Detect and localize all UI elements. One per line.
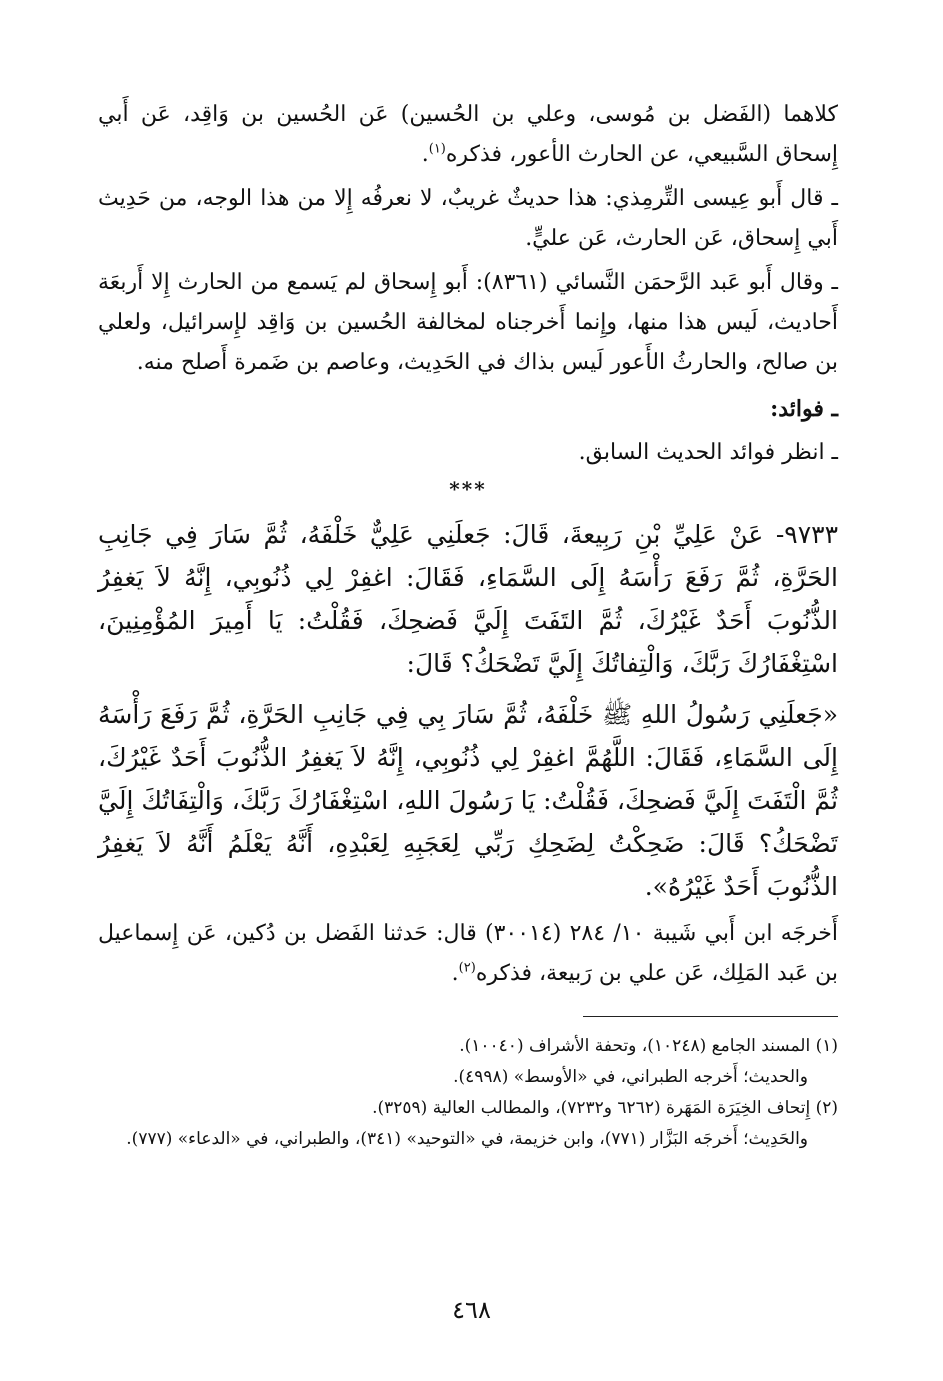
- footnote-1-line-2: والحديث؛ أَخرجه الطبراني، في «الأوسط» (٤٩٩٨).: [453, 1067, 808, 1087]
- footnote-2-line-2: والحَدِيث؛ أَخرجَه البَزَّار (٧٧١)، وابن خزيمة، في «التوحيد» (٣٤١)، والطبراني، في «الدعاء» (٧٧٧).: [126, 1129, 808, 1149]
- hadith-text: [98, 513, 838, 685]
- footnote-ref-2[interactable]: (٢): [458, 960, 476, 976]
- fawaid-text: ـ انظر فوائد الحديث السابق.: [578, 440, 838, 465]
- footnote-2-line-1: (٢) إِتحاف الخِيَرَة المَهَرة (٦٢٦٢ و٧٢٣٢)، والمطالب العالية (٣٢٥٩).: [372, 1098, 838, 1118]
- nasai-comment: ـ وقال أَبو عَبد الرَّحمَن النَّسائي (٨٣٦١): أَبو إِسحاق لم يَسمع من الحارث إِلا أَربعَة أَحاديث، لَيس هذا منها، وإِنما أَخرجناه لمخالفة الحُسين بن وَاقِد لإِسرائيل، ولعلي بن صالح، والحارثُ الأَعور لَيس بذاك في الحَدِيث، وعاصم بن ضَمرة أَصلح منه.: [98, 270, 838, 375]
- page-number: ٤٦٨: [452, 1296, 491, 1324]
- takhrij-text: أَخرجَه ابن أَبي شَيبة ١٠/ ٢٨٤ (٣٠٠١٤) قال: حَدثنا الفَضل بن دُكين، عَن إِسماعيل بن عَبد المَلِك، عَن علي بن رَبيعة، فذكره: [98, 921, 839, 986]
- takhrij-end: .: [451, 961, 459, 986]
- takhrij-paragraph: [98, 914, 838, 994]
- tirmidhi-comment: ـ قال أَبو عِيسى التِّرمِذي: هذا حديثٌ غريبٌ، لا نعرفُه إِلا من هذا الوجه، من حَدِيث أَبي إِسحاق، عَن الحارث، عَن عليٍّ.: [98, 186, 838, 251]
- narration-text: كلاهما (الفَضل بن مُوسى، وعلي بن الحُسين) عَن الحُسين بن وَاقِد، عَن أَبي إِسحاق السَّبيعي، عن الحارث الأعور، فذكره: [98, 102, 838, 167]
- footnote-1-line-1: (١) المسند الجامع (١٠٢٤٨)، وتحفة الأشراف (١٠٠٤٠).: [459, 1036, 838, 1056]
- section-separator: ***: [449, 477, 487, 501]
- narration-end: .: [421, 142, 429, 167]
- footnote-divider: [583, 1016, 838, 1017]
- hadith-number: ٩٧٣٣-: [775, 520, 838, 549]
- narration-paragraph: [98, 95, 838, 175]
- hadith-body: عَنْ عَلِيِّ بْنِ رَبِيعةَ، قَالَ: جَعلَنِي عَلِيٌّ خَلْفَهُ، ثُمَّ سَارَ فِي جَانِبِ الحَرَّةِ، ثُمَّ رَفَعَ رَأْسَهُ إِلَى السَّمَاءِ، فَقَالَ: اغفِرْ لِي ذُنُوبِي، إِنَّهُ لاَ يَغفِرُ الذُّنُوبَ أَحَدٌ غَيْرُكَ، ثُمَّ التَفَتَ إِلَيَّ فَضحِكَ، فَقُلْتُ: يَا أَمِيرَ المُؤْمِنِينَ، اسْتِغْفَارُكَ رَبَّكَ، وَالْتِفاتُكَ إِلَيَّ تَضْحَكُ؟ قَالَ:: [98, 520, 838, 678]
- footnote-ref-1[interactable]: (١): [428, 141, 446, 157]
- hadith-quote: «جَعلَنِي رَسُولُ اللهِ ﷺ خَلْفَهُ، ثُمَّ سَارَ بِي فِي جَانِبِ الحَرَّةِ، ثُمَّ رَفَعَ رَأْسَهُ إِلَى السَّمَاءِ، فَقَالَ: اللَّهُمَّ اغفِرْ لِي ذُنُوبِي، إِنَّهُ لاَ يَغفِرُ الذُّنُوبَ أَحَدٌ غَيْرُكَ، ثُمَّ الْتَفَتَ إِلَيَّ فَضحِكَ، فَقُلْتُ: يَا رَسُولَ اللهِ، اسْتِغْفَارُكَ رَبَّكَ، وَالْتِفَاتُكَ إِلَيَّ تَضْحَكُ؟ قَالَ: ضَحِكْتُ لِضَحِكِ رَبِّي لِعَجَبِهِ لِعَبْدِهِ، أَنَّهُ يَعْلَمُ أَنَّهُ لاَ يَغفِرُ الذُّنُوبَ أَحَدٌ غَيْرُهُ».: [98, 700, 838, 901]
- page-content: [98, 95, 838, 1155]
- fawaid-heading: ـ فوائد:: [770, 396, 838, 422]
